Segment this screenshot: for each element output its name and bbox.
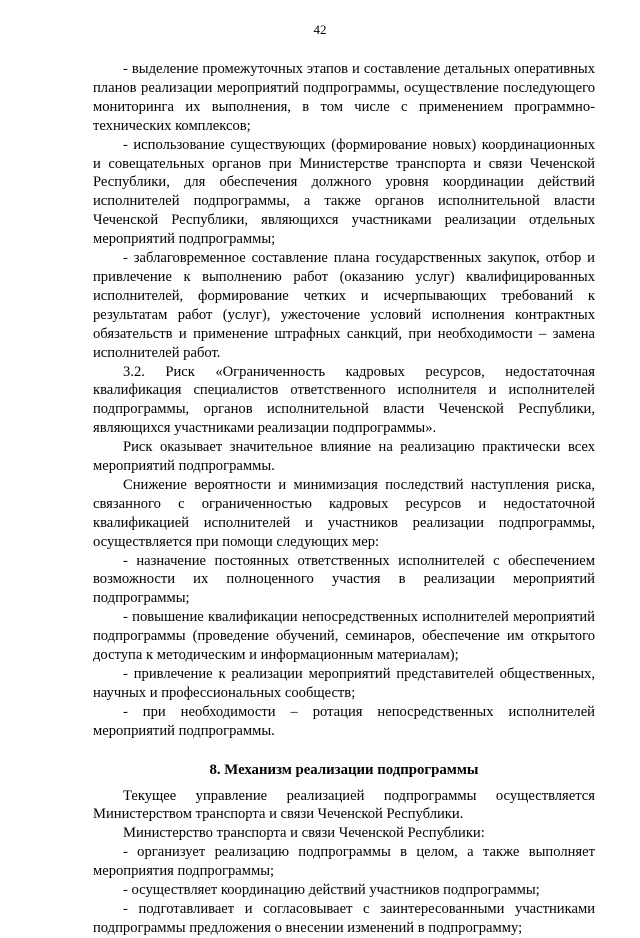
paragraph: - организует реализацию подпрограммы в целом, а также выполняет мероприятия подпрограммы; (93, 844, 595, 880)
paragraph: - повышение квалификации непосредственных исполнителей мероприятий подпрограммы (проведение обучений, семинаров, обеспечение им открытого доступа к методическим и информационным материалам); (93, 609, 595, 664)
paragraph: - при необходимости – ротация непосредственных исполнителей мероприятий подпрограммы. (93, 703, 595, 739)
paragraph: - подготавливает и согласовывает с заинтересованными участниками подпрограммы предложения о внесении изменений в подпрограмму; (93, 900, 595, 936)
paragraph: Текущее управление реализацией подпрограммы осуществляется Министерством транспорта и связи Чеченской Республики. (93, 787, 595, 823)
paragraph: - осуществляет координацию действий участников подпрограммы; (123, 882, 540, 899)
paragraph: - выделение промежуточных этапов и составление детальных оперативных планов реализации мероприятий подпрограммы, осуществление последующего мониторинга их выполнения, в том числе с применением программно-технических комплексов; (93, 61, 595, 134)
section-heading: 8. Механизм реализации подпрограммы (209, 761, 479, 778)
paragraph: 3.2. Риск «Ограниченность кадровых ресурсов, недостаточная квалификация специалистов ответственного исполнителя и исполнителей подпрограммы, органов исполнительной власти Чеченской Республики, являющихся участниками реализации подпрограммы». (93, 363, 595, 437)
paragraph: Снижение вероятности и минимизация последствий наступления риска, связанного с ограниченностью кадровых ресурсов и недостаточной квалификацией исполнителей и участников реализации подпрограммы, осуществляется при помощи следующих мер: (93, 476, 595, 550)
paragraph: - заблаговременное составление плана государственных закупок, отбор и привлечение к выполнению работ (оказанию услуг) квалифицированных исполнителей, формирование четких и исчерпывающих требований к результатам работ (услуг), ужесточение условий исполнения контрактных обязательств и применение штрафных санкций, при необходимости – замена исполнителей работ. (93, 250, 595, 361)
paragraph: - использование существующих (формирование новых) координационных и совещательных органов при Министерстве транспорта и связи Чеченской Республики, для обеспечения должного уровня координации действий исполнителей подпрограммы, а также органов исполнительной власти Чеченской Республики, являющихся участниками реализации отдельных мероприятий подпрограммы; (93, 136, 595, 248)
paragraph: - привлечение к реализации мероприятий представителей общественных, научных и профессиональных сообществ; (93, 666, 595, 701)
paragraph: Министерство транспорта и связи Чеченской Республики: (123, 825, 485, 842)
paragraph: Риск оказывает значительное влияние на реализацию практически всех мероприятий подпрограммы. (93, 439, 595, 475)
page-number: 42 (313, 22, 327, 37)
paragraph: - назначение постоянных ответственных исполнителей с обеспечением возможности их полноценного участия в реализации мероприятий подпрограммы; (93, 552, 595, 607)
document-body (93, 60, 595, 938)
